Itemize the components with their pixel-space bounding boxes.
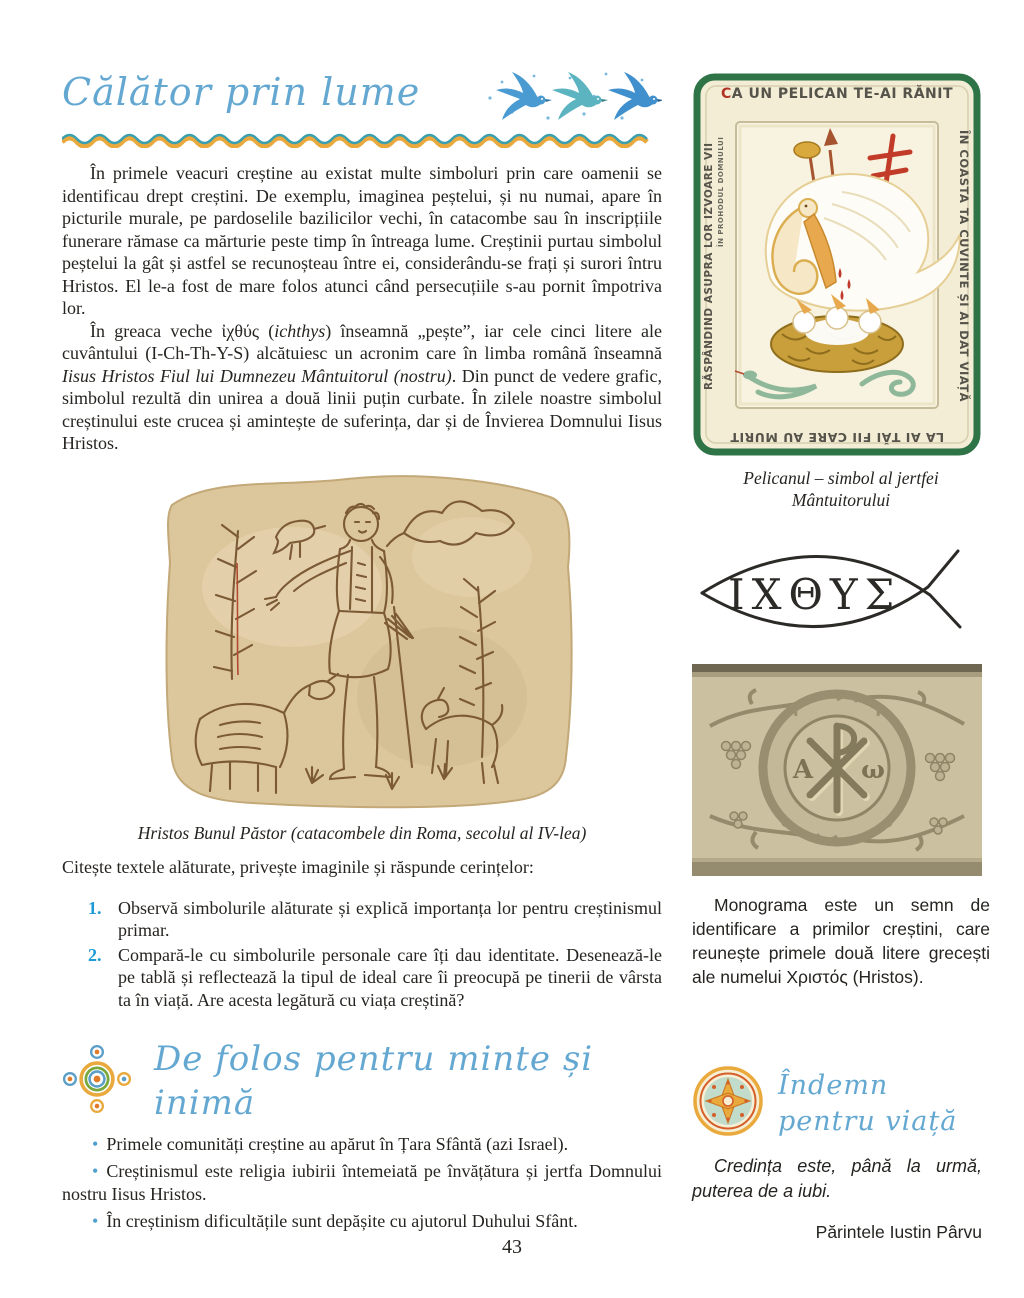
p2-segment: . Din punct de vedere grafic, simbolul rezultă din unirea a două linii puțin curbate. În zilele noastre simbolul creștinului este crucea și amintește de suferința, dar și de Învierea Domnului Iisus Hristos. bbox=[62, 365, 662, 453]
bullet-item bbox=[62, 1133, 662, 1157]
quote-text: Credința este, până la urmă, puterea de a iubi. bbox=[692, 1156, 982, 1201]
pelican-caption bbox=[692, 467, 990, 511]
p2-ichthys-italic: ichthys bbox=[274, 320, 326, 341]
task-number: 1. bbox=[88, 897, 102, 918]
bullet-dot-icon: • bbox=[92, 1134, 99, 1154]
red-initial: C bbox=[720, 86, 732, 102]
task-text: Observă simbolurile alăturate și explică importanța lor pentru creștinismul primar. bbox=[118, 897, 662, 940]
defolos-bullets bbox=[62, 1133, 662, 1233]
omega-letter: ω bbox=[861, 755, 885, 784]
p2-segment: În greaca veche ἰχθύς ( bbox=[90, 320, 275, 341]
bullet-text: Primele comunități creștine au apărut în Țara Sfântă (azi Israel). bbox=[106, 1134, 569, 1154]
task-text: Compară-le cu simbolurile personale care îți dau identitate. Desenează-le pe tablă și reflectează la tipul de ideal care îi preocupă pe tinerii de vârsta ta în viață. Are acesta legătură cu viața creștină? bbox=[118, 944, 662, 1010]
tasks-intro: Citește textele alăturate, privește imaginile și răspunde cerințelor: bbox=[62, 856, 534, 877]
bullet-text: În creștinism dificultățile sunt depășite cu ajutorul Duhului Sfânt. bbox=[106, 1210, 578, 1231]
p2-segment: ) înseamnă „pește”, iar cele cinci litere ale cuvântului (I-Ch-Th-Y-S) alcătuiesc un acronim care în limba română înseamnă bbox=[62, 320, 662, 363]
defolos-title: De folos pentru minte și inimă bbox=[154, 1039, 594, 1123]
shepherd-caption: Hristos Bunul Păstor (catacombele din Roma, secolul al IV-lea) bbox=[137, 822, 587, 843]
quote-author: Părintele Iustin Pârvu bbox=[815, 1222, 982, 1242]
pelican-border-text-left-small: ÎN PROHODUL DOMNULUI bbox=[717, 136, 725, 248]
page-number: 43 bbox=[502, 1236, 522, 1258]
bullet-text: Creștinismul este religia iubirii întemeiată pe învățătura și jertfa Domnului nostru Iisus Hristos. bbox=[62, 1160, 662, 1204]
pelican-border-text-left: RĂSPÂNDIND ASUPRA LOR IZVOARE VII bbox=[703, 142, 715, 390]
task-item-1 bbox=[88, 897, 662, 942]
task-number: 2. bbox=[88, 944, 102, 965]
pelican-caption-line1: Pelicanul – simbol al jertfei bbox=[743, 468, 939, 488]
indemn-title: Îndemn pentru viață bbox=[778, 1069, 958, 1137]
mandala-icon bbox=[692, 1065, 764, 1142]
pelican-caption-line2: Mântuitorului bbox=[791, 490, 891, 510]
flower-circles-icon bbox=[62, 1044, 132, 1119]
intro-paragraph-1: În primele veacuri creștine au existat multe simboluri prin care oamenii se identificau drept creștini. De exemplu, imaginea peștelui, și nu numai, apare în picturile murale, pe pardoselile bazilicilor vechi, în catacombe sau în inscripțiile funerare rămase ca mărturie peste timp în întreaga lume. Creștinii purtau simbolul peștelui la gât și astfel se recunoșteau între ei, considerându-se frați și surori întru Hristos. El le-a fost de mare folos atunci când persecuțiile s-au pornit împotriva lor. bbox=[62, 163, 662, 318]
task-item-2 bbox=[88, 944, 662, 1012]
pelican-border-text-top bbox=[718, 86, 956, 102]
left-column bbox=[62, 66, 662, 1233]
monogram-paragraph: Monograma este un semn de identificare a primilor creștini, care reunește primele două litere grecești ale numelui Χριστός (Hristos). bbox=[692, 895, 990, 987]
right-column bbox=[692, 72, 990, 1261]
bullet-dot-icon: • bbox=[92, 1210, 99, 1231]
three-birds-icon bbox=[482, 68, 662, 135]
section-header-defolos bbox=[62, 1037, 662, 1125]
bullet-dot-icon: • bbox=[92, 1160, 99, 1181]
good-shepherd-stone-image bbox=[142, 467, 582, 817]
alpha-letter: A bbox=[792, 755, 814, 785]
chi-rho-stone-image bbox=[692, 664, 990, 881]
pelican-icon-image bbox=[692, 72, 982, 457]
pelican-border-text-right: ÎN COASTA TA CUVINTE ȘI AI DAT VIAȚĂ bbox=[957, 129, 971, 403]
intro-paragraph-2 bbox=[62, 320, 662, 455]
ichthys-fish-symbol bbox=[692, 541, 990, 648]
fish-letters: ΙΧΘΥΣ bbox=[728, 570, 902, 619]
bullet-item bbox=[62, 1210, 662, 1234]
page-title: Călător prin lume bbox=[62, 70, 421, 114]
section-header-indemn bbox=[692, 1065, 990, 1142]
section-header-calator bbox=[62, 66, 662, 128]
pelican-border-text-bottom: LA AI TĂI FII CARE AU MURIT bbox=[729, 430, 945, 445]
p2-acronym-italic: Iisus Hristos Fiul lui Dumnezeu Mântuitorul (nostru) bbox=[62, 365, 452, 386]
border-top-rest: A UN PELICAN TE-AI RĂNIT bbox=[731, 86, 954, 102]
bullet-item bbox=[62, 1160, 662, 1207]
